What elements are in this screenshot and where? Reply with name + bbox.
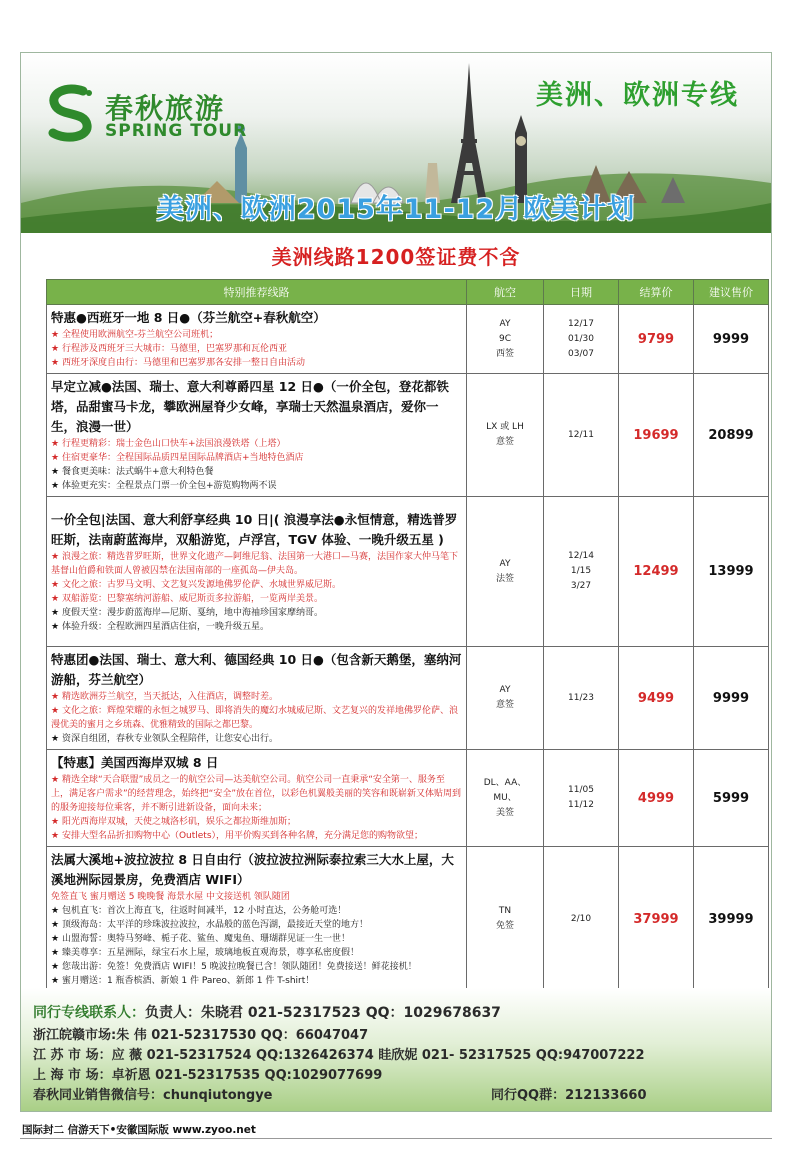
suggested-price: 20899 [694,374,769,497]
route-bullet: ★ 蜜月赠送：1 瓶香槟酒、新娘 1 件 Pareo、新郎 1 件 T-shirt！ [51,974,462,988]
contact-label: 同行专线联系人： [33,1005,145,1021]
route-cell [47,847,467,992]
suggested-price: 9999 [694,305,769,374]
route-bullet: ★ 文化之旅：古罗马文明、文艺复兴发源地佛罗伦萨、水城世界威尼斯。 [51,578,462,592]
route-cell [47,647,467,750]
brochure-page [20,52,772,1112]
date-cell: 11/05 11/12 [544,750,619,847]
table-row [47,374,769,497]
route-promo-tags: 免签直飞 蜜月赠送 5 晚晚餐 海景水屋 中文接送机 领队随团 [51,892,290,902]
logo-english-name: SPRING TOUR [105,121,248,141]
col-header-date: 日期 [544,280,619,305]
logo-mark-icon [39,83,103,143]
route-bullet: ★ 度假天堂：漫步蔚蓝海岸—尼斯、戛纳，地中海袖珍国家摩纳哥。 [51,606,462,620]
headline: 美洲、欧洲2015年11-12月欧美计划 [156,194,636,225]
route-bullet: ★ 阳光西海岸双城，天使之城洛杉矶，娱乐之都拉斯维加斯； [51,815,462,829]
route-cell [47,374,467,497]
date-cell: 12/11 [544,374,619,497]
route-cell [47,750,467,847]
route-bullet: ★ 精选欧洲芬兰航空，当天抵达，入住酒店，调整时差。 [51,690,462,704]
col-header-suggested-price: 建议售价 [694,280,769,305]
route-bullet: ★ 文化之旅：辉煌荣耀的永恒之城罗马、即将消失的魔幻水城威尼斯、文艺复兴的发祥地佛罗伦萨、浪漫优美的蜜月之乡琉森、优雅精致的国际之都巴黎。 [51,704,462,732]
route-bullet: ★ 住宿更豪华：全程国际品质四星国际品牌酒店+当地特色酒店 [51,451,462,465]
airline-cell: DL、AA、 MU、 美签 [467,750,544,847]
route-bullet: ★ 西班牙深度自由行：马德里和巴塞罗那各安排一整日自由活动 [51,356,462,370]
route-bullet: ★ 安排大型名品折扣购物中心（Outlets），用平价购买到各种名牌，充分满足您的购物欲望； [51,829,462,843]
suggested-price: 5999 [694,750,769,847]
contact-line-wechat: 春秋同业销售微信号：chunqiutongye [33,1088,273,1103]
airline-cell: AY 法签 [467,497,544,647]
route-bullet: ★ 体验更充实：全程景点门票一价全包+游览购物两不误 [51,479,462,493]
route-bullet: ★ 顶级海岛：太平洋的珍珠波拉波拉，水晶般的蓝色泻湖，最接近天堂的地方！ [51,918,462,932]
route-cell [47,305,467,374]
contact-line-zhejiang: 浙江皖赣市场:朱 伟 021-52317530 QQ：66047047 [33,1028,369,1043]
route-bullet: ★ 浪漫之旅：精选普罗旺斯，世界文化遗产—阿维尼翁、法国第一大港口—马赛，法国作家大仲马笔下基督山伯爵和铁面人曾被囚禁在法国南部的一座孤岛—伊夫岛。 [51,550,462,578]
route-cell [47,497,467,647]
airline-cell: LX 或 LH 意签 [467,374,544,497]
route-bullet: ★ 行程涉及西班牙三大城市：马德里，巴塞罗那和瓦伦西亚 [51,342,462,356]
table-row [47,750,769,847]
table-row [47,847,769,992]
footer-text: 国际封二 信游天下•安徽国际版 www.zyoo.net [22,1124,256,1136]
airline-cell: AY 9C 西签 [467,305,544,374]
route-bullet: ★ 臻美尊享：五星洲际，绿宝石水上屋，玻璃地板直观海景，尊享私密度假！ [51,946,462,960]
route-bullet: ★ 餐食更美味：法式蜗牛+意大利特色餐 [51,465,462,479]
route-title: 【特惠】美国西海岸双城 8 日 [51,755,219,770]
settlement-price: 12499 [619,497,694,647]
settlement-price: 4999 [619,750,694,847]
contact-line-shanghai: 上 海 市 场：卓祈恩 021-52317535 QQ:1029077699 [33,1068,383,1083]
suggested-price: 13999 [694,497,769,647]
route-title: 早定立减●法国、瑞士、意大利尊爵四星 12 日●（一价全包，登花都铁塔，品甜蜜马卡龙，攀欧洲屋脊少女峰，享瑞士天然温泉酒店，爱你一生，浪漫一世） [51,379,449,434]
routes-table [46,279,769,992]
settlement-price: 37999 [619,847,694,992]
table-header-row [47,280,769,305]
route-title: 特惠团●法国、瑞士、意大利、德国经典 10 日●（包含新天鹅堡，塞纳河游船，芬兰航空） [51,652,462,687]
date-cell: 12/14 1/15 3/27 [544,497,619,647]
route-bullet: ★ 资深自组团，春秋专业领队全程陪伴，让您安心出行。 [51,732,462,746]
contact-line-qq-group: 同行QQ群：212133660 [491,1088,647,1103]
route-bullet: ★ 双船游览：巴黎塞纳河游船、威尼斯贡多拉游船，一览两岸美景。 [51,592,462,606]
suggested-price: 39999 [694,847,769,992]
col-header-settlement-price: 结算价 [619,280,694,305]
settlement-price: 19699 [619,374,694,497]
contact-line-manager [33,1002,501,1022]
visa-fee-note: 美洲线路1200签证费不含 [271,245,521,269]
contact-manager: 负责人：朱晓君 021-52317523 QQ：1029678637 [145,1005,501,1021]
banner [21,53,771,233]
suggested-price: 9999 [694,647,769,750]
route-bullet: ★ 行程更精彩：瑞士金色山口快车+法国浪漫铁塔（上塔） [51,437,462,451]
route-bullet: ★ 精选全球“天合联盟”成员之一的航空公司—达美航空公司。航空公司一直秉承“安全第一、服务至上，满足客户需求”的经营理念，始终把“安全”放在首位，以彩色机翼般美丽的笑容和既崭新又体贴周到的服务迎接每位乘客，并不断引进新设备，面向未来； [51,773,462,815]
route-bullet: ★ 包机直飞：首次上海直飞，往返时间减半，12 小时直达，公务舱可选！ [51,904,462,918]
table-row [47,497,769,647]
footer-divider [20,1138,772,1139]
date-cell: 2/10 [544,847,619,992]
table-row [47,647,769,750]
settlement-price: 9799 [619,305,694,374]
contact-line-jiangsu: 江 苏 市 场：应 薇 021-52317524 QQ:1326426374 眭欣妮 021- 52317525 QQ:947007222 [33,1048,645,1063]
route-bullet: ★ 山盟海誓：奥特马努峰、栀子花、鲨鱼、魔鬼鱼、珊瑚群见证一生一世！ [51,932,462,946]
date-cell: 11/23 [544,647,619,750]
slogan: 美洲、欧洲专线 [536,80,739,111]
route-bullet: ★ 您哉出游：免签！免费酒店 WIFI！5 晚波拉晚餐已含！领队随团！免费接送！鲜花接机！ [51,960,462,974]
contacts-section [21,988,771,1111]
spring-tour-logo [39,83,279,143]
airline-cell: AY 意签 [467,647,544,750]
route-title: 特惠●西班牙一地 8 日●（芬兰航空+春秋航空） [51,310,326,325]
date-cell: 12/17 01/30 03/07 [544,305,619,374]
logo-chinese-name: 春秋旅游 [105,92,226,125]
route-title: 一价全包|法国、意大利舒享经典 10 日|( 浪漫享法●永恒情意，精选普罗旺斯，法南蔚蓝海岸，双船游览，卢浮宫，TGV 体验、一晚升级五星 ) [51,511,458,547]
settlement-price: 9499 [619,647,694,750]
airline-cell: TN 免签 [467,847,544,992]
route-bullet: ★ 体验升级：全程欧洲四星酒店住宿，一晚升级五星。 [51,620,462,634]
route-title: 法属大溪地+波拉波拉 8 日自由行（波拉波拉洲际泰拉索三大水上屋，大溪地洲际园景房，免费酒店 WIFI） [51,852,454,887]
table-row [47,305,769,374]
col-header-route: 特别推荐线路 [47,280,467,305]
col-header-airline: 航空 [467,280,544,305]
route-bullet: ★ 全程使用欧洲航空-芬兰航空公司班机； [51,328,462,342]
